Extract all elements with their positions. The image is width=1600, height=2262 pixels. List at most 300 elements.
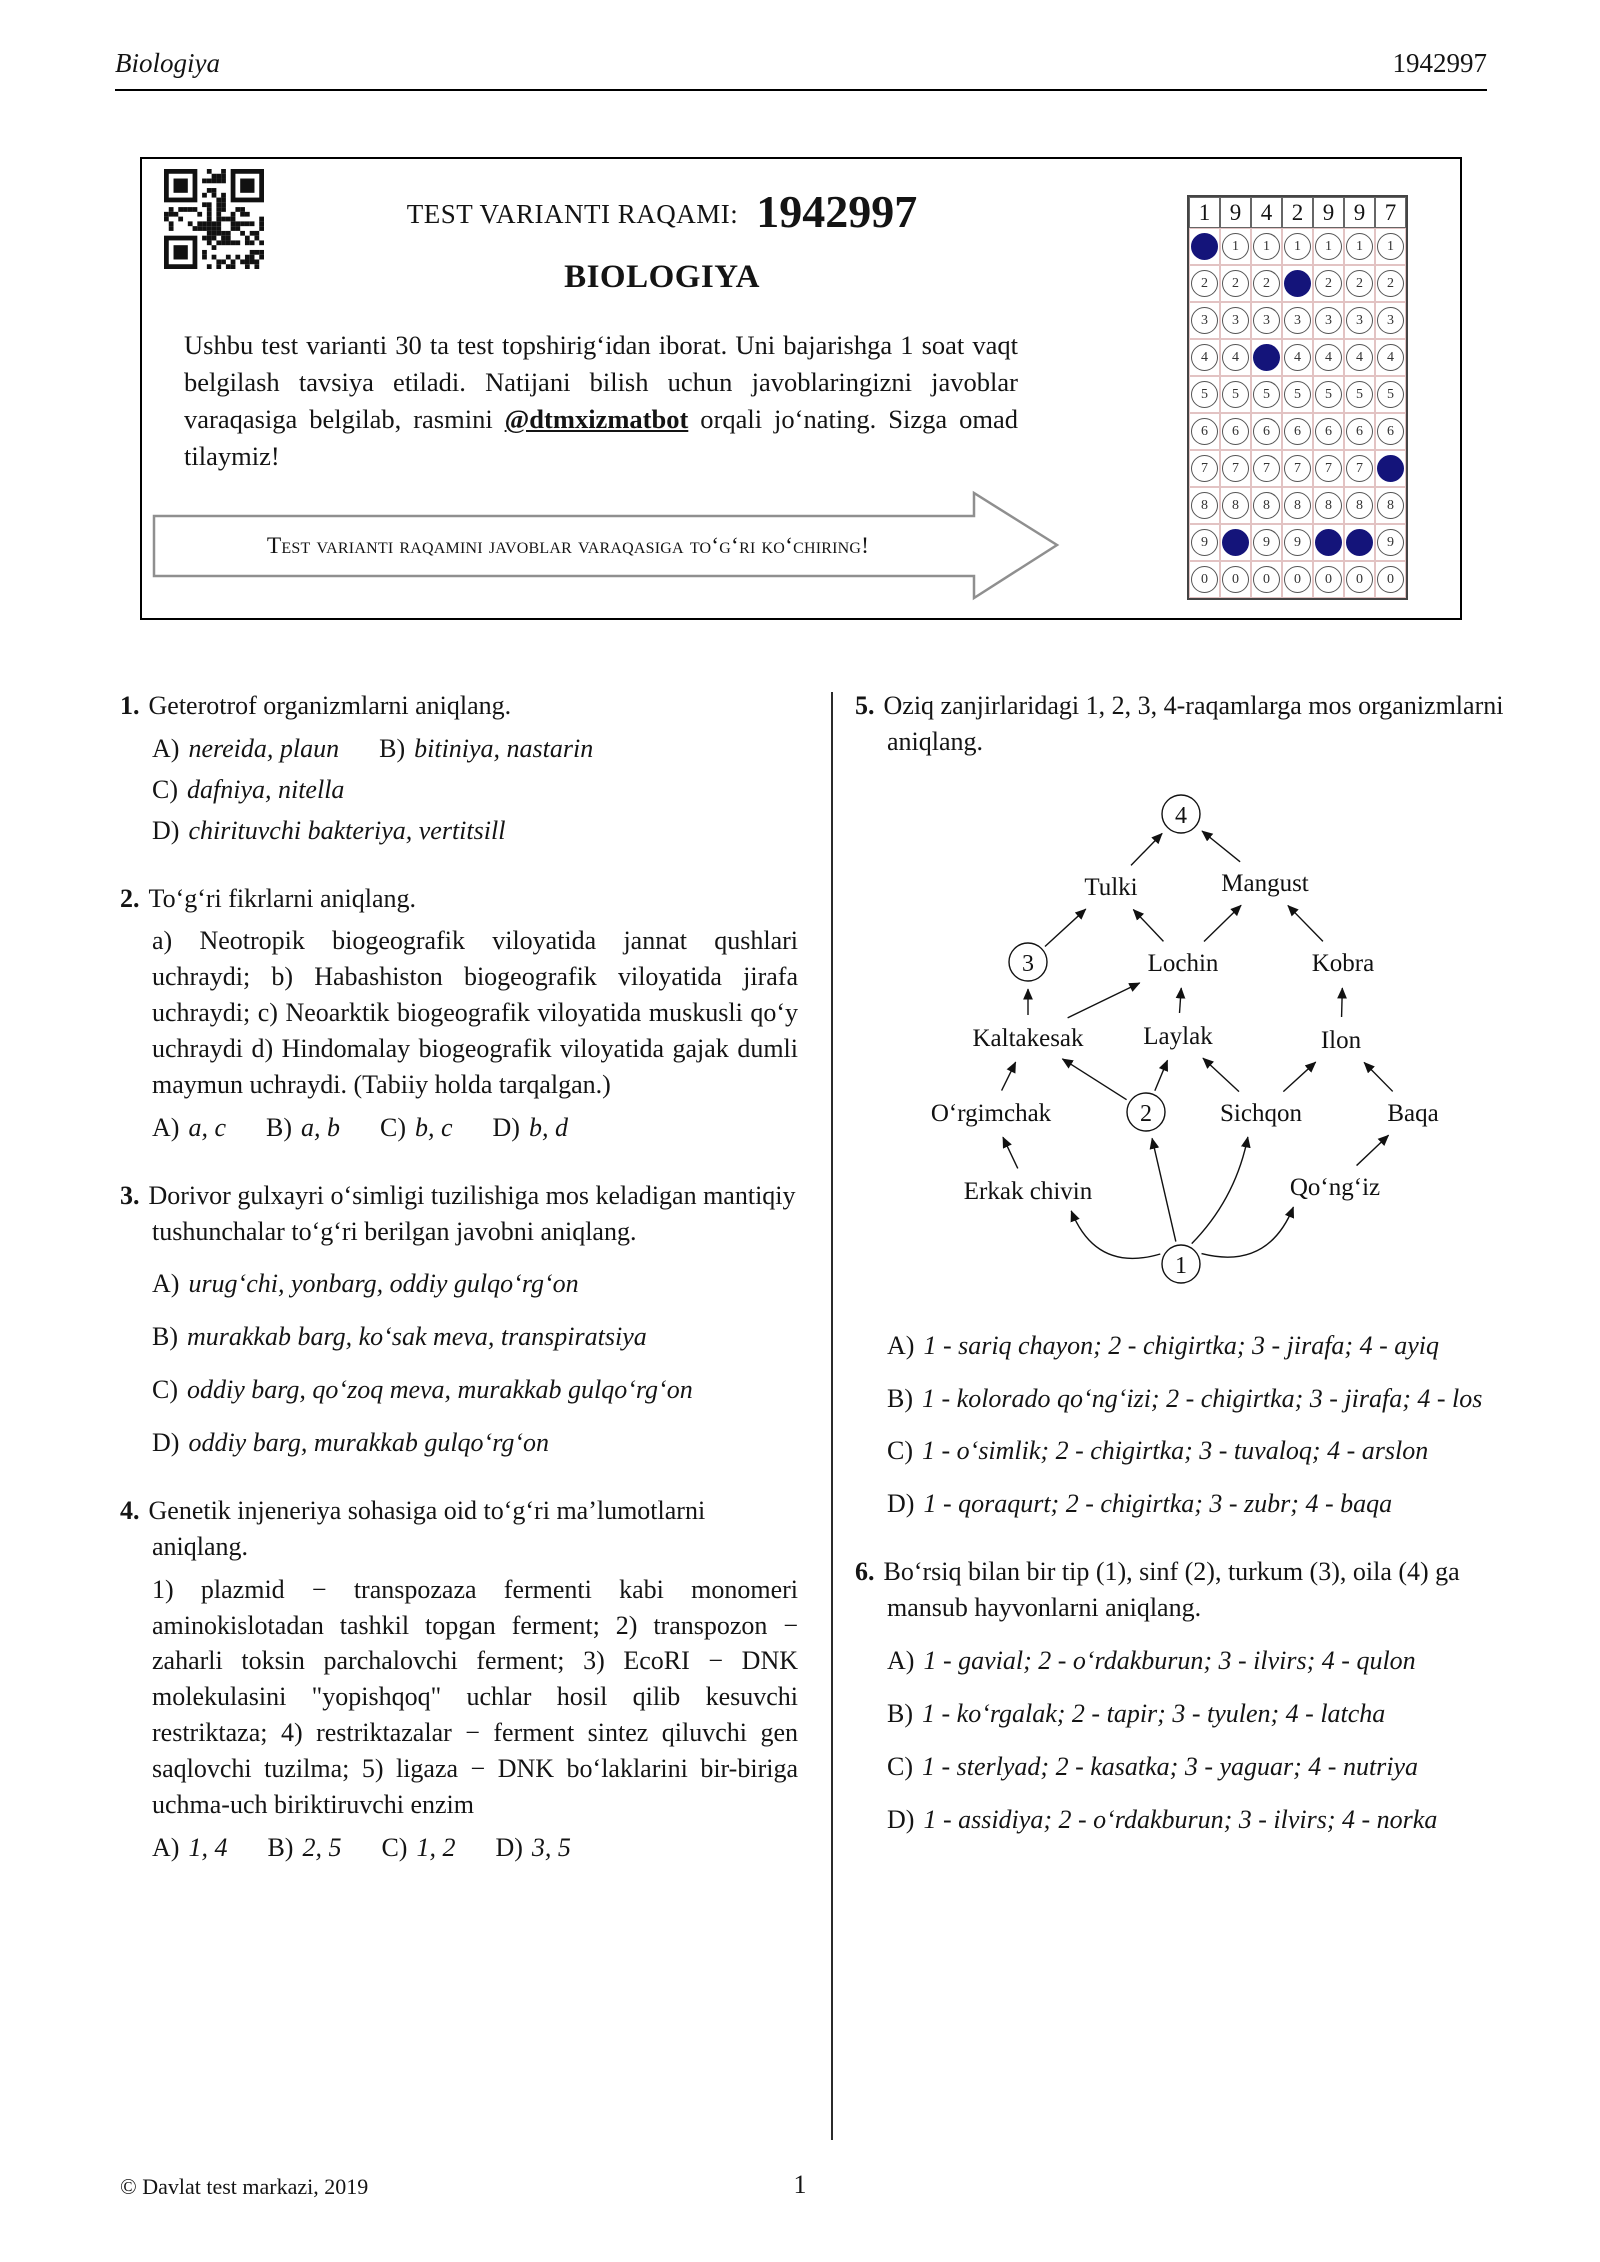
bubble-cell [1189,561,1220,598]
bubble-cell [1313,376,1344,413]
diagram-edge-sichqon-laylak [1203,1058,1239,1091]
bubble: 3 [1253,307,1280,334]
svg-text:4: 4 [1175,802,1187,829]
question-body: 1) plazmid − transpozaza fermenti kabi monomeri aminokislotadan tashkil topgan ferment; 2) transpozon − zaharli toksin parchalovchi ferment; 3) EcoRI − DNK molekulasini "yopishqoq" uchlar hosil qilib kesuvchi restriktaza; 4) restriktazalar − ferment sintez qiluvchi gen saqlovchi tuzilma; 5) ligaza − DNK boʻlaklarini bir-biriga uchma-uch biriktiruvchi enzim [152,1574,798,1819]
banner-text: Test varianti raqamini javoblar varaqasiga toʻgʻri koʻchiring! [266,532,870,559]
option-text: a, b [300,1112,340,1142]
question-number: 6. [855,1557,875,1587]
option-text: b, d [528,1112,568,1142]
diagram-edge-n3-tulki [1045,909,1086,946]
option-text: oddiy barg, murakkab gulqoʻrgʻon [188,1428,550,1457]
svg-text:Laylak: Laylak [1143,1022,1213,1050]
svg-text:Erkak chivin: Erkak chivin [963,1177,1093,1205]
bubble: 2 [1346,270,1373,297]
option-C [381,1830,455,1866]
question-number: 3. [120,1180,140,1210]
option-D [887,1802,1507,1838]
qr-code [164,169,264,269]
bubble-cell [1313,524,1344,561]
bubble-cell [1282,265,1313,302]
bubble-cell [1220,228,1251,265]
question-4 [120,1493,798,1866]
bubble-cell [1251,561,1282,598]
bubble-cell [1375,228,1406,265]
diagram-node-laylak [1136,1021,1220,1050]
bubble: 2 [1222,270,1249,297]
bubble-cell [1313,265,1344,302]
option-text: 1 - kolorado qoʻngʻizi; 2 - chigirtka; 3 - jirafa; 4 - los [922,1383,1483,1413]
bubble: 6 [1284,418,1311,445]
svg-text:Lochin: Lochin [1147,949,1219,977]
option-label: B) [267,1832,294,1862]
bubble-cell [1375,339,1406,376]
bubble: 8 [1253,492,1280,519]
intro-before: Ushbu test varianti 30 ta test topshirigʻidan iborat. Uni bajarishga 1 soat vaqt belgilash tavsiya etiladi. Natijani bilish uchun javoblaringizni javoblar varaqasiga belgilab, rasmini [184,330,1018,435]
diagram-node-chivin [949,1176,1108,1205]
bubble-cell [1313,339,1344,376]
diagram-node-mangust [1217,868,1314,897]
option-text: 1 - oʻsimlik; 2 - chigirtka; 3 - tuvaloq; 4 - arslon [922,1436,1429,1466]
bubble-cell [1344,487,1375,524]
bubble-cell [1189,265,1220,302]
bubble: 3 [1191,307,1218,334]
question-number: 5. [855,691,875,720]
bubble: 8 [1284,492,1311,519]
bubble: 3 [1315,307,1342,334]
option-C [380,1110,453,1146]
bubble-cell [1282,376,1313,413]
bubble: 9 [1377,529,1404,556]
bubble-cell [1344,228,1375,265]
diagram-edge-chivin-orgimchak [1003,1137,1018,1168]
option-row [887,1749,1507,1785]
diagram-edge-n2-kaltakesak [1062,1059,1126,1100]
question-number: 2. [120,883,140,913]
bubble-cell [1189,524,1220,561]
bubble-cell [1251,413,1282,450]
bubble-cell [1189,339,1220,376]
option-row [152,1425,798,1461]
intro-after: orqali joʻnating. Sizga omad tilaymiz! [184,404,1018,472]
svg-text:1: 1 [1175,1252,1187,1279]
option-text: nereida, plaun [188,733,340,763]
bubble: 4 [1377,344,1404,371]
diagram-edge-qongiz-baqa [1357,1135,1389,1165]
bubble: 7 [1222,455,1249,482]
diagram-node-n4 [1162,795,1200,833]
option-label: B) [887,1383,913,1413]
bubble-cell [1189,450,1220,487]
bubble-cell [1375,487,1406,524]
bubble: 7 [1253,455,1280,482]
variant-label: TEST VARIANTI RAQAMI: [406,199,739,229]
option-label: D) [887,1804,915,1834]
bubble-cell [1220,376,1251,413]
bubble: 7 [1346,455,1373,482]
bubble-grid-header-cell: 9 [1313,197,1344,228]
bubble: 8 [1346,492,1373,519]
page-number: 1 [793,2170,807,2199]
bubble-grid-header-cell: 9 [1220,197,1251,228]
bubble: 0 [1222,566,1249,593]
option-text: 1 - assidiya; 2 - oʻrdakburun; 3 - ilvirs; 4 - norka [923,1804,1438,1834]
option-C [887,1749,1507,1785]
question-6 [855,1554,1507,1837]
question-text: 2. Toʻgʻri fikrlarni aniqlang. [120,883,416,913]
bubble: 4 [1191,344,1218,371]
svg-text:Kaltakesak: Kaltakesak [972,1024,1084,1052]
bubble: 5 [1222,381,1249,408]
option-label: D) [152,1428,180,1457]
option-label: A) [887,1330,915,1360]
option-row [887,1802,1507,1838]
question-1 [120,688,798,849]
option-D [887,1486,1507,1522]
option-D [152,1425,798,1461]
option-D [152,813,798,849]
diagram-node-tulki [1075,872,1147,901]
header-subject: Biologiya [115,48,220,78]
option-label: B) [887,1698,913,1728]
bubble: 8 [1222,492,1249,519]
variant-number: 1942997 [756,186,918,237]
bubble: 1 [1346,233,1373,260]
diagram-node-lochin [1141,948,1225,977]
bubble: 6 [1191,418,1218,445]
option-label: D) [887,1489,915,1519]
question-number: 4. [120,1495,140,1525]
bubble-cell [1344,561,1375,598]
option-text: oddiy barg, qoʻzoq meva, murakkab gulqoʻrgʻon [187,1375,693,1405]
bubble-cell [1375,265,1406,302]
svg-text:3: 3 [1022,950,1034,977]
diagram-edge-kaltakesak-lochin [1068,983,1140,1018]
option-text: dafniya, nitella [187,774,345,804]
bubble-cell [1282,561,1313,598]
bubble-cell [1375,561,1406,598]
option-text: 1, 2 [416,1832,456,1862]
diagram-edge-n1-n2 [1152,1138,1176,1241]
option-label: D) [152,815,180,845]
bubble-cell [1220,413,1251,450]
bubble: 0 [1315,566,1342,593]
bubble: 6 [1346,418,1373,445]
option-text: murakkab barg, koʻsak meva, transpiratsiya [187,1322,647,1352]
question-5 [855,688,1507,1522]
page-header [115,48,1487,91]
option-B [887,1696,1507,1732]
question-body: a) Neotropik biogeografik viloyatida jannat qushlari uchraydi; b) Habashiston biogeografik viloyatida jirafa uchraydi; c) Neoarktik biogeografik viloyatida muskusli qoʻy uchraydi d) Hindomalay biogeografik viloyatida gajak dumli maymun uchraydi. (Tabiiy holda tarqalgan.) [152,926,798,1099]
diagram-node-n2 [1127,1093,1165,1131]
bubble-cell [1375,450,1406,487]
bubble-cell [1344,339,1375,376]
bubble-cell [1251,302,1282,339]
bubble-cell [1282,302,1313,339]
option-B [887,1381,1507,1417]
option-text: a, c [188,1112,226,1142]
bubble: 0 [1377,566,1404,593]
svg-text:Baqa: Baqa [1387,1099,1439,1127]
bubble-cell [1375,302,1406,339]
bubble-cell [1220,450,1251,487]
option-text: 1 - koʻrgalak; 2 - tapir; 3 - tyulen; 4 - latcha [922,1698,1386,1728]
diagram-node-kobra [1307,948,1379,977]
svg-text:Mangust: Mangust [1221,869,1309,897]
bubble-cell [1220,302,1251,339]
diagram-node-n3 [1009,943,1047,981]
bubble: 9 [1284,529,1311,556]
svg-text:Qoʻngʻiz: Qoʻngʻiz [1289,1173,1381,1201]
option-label: C) [887,1751,913,1781]
bubble: 1 [1222,233,1249,260]
question-3 [120,1178,798,1461]
diagram-edge-lochin-tulki [1133,909,1163,941]
bubble: 4 [1315,344,1342,371]
bubble: 8 [1191,492,1218,519]
bubble: 0 [1191,566,1218,593]
bubble: 0 [1284,566,1311,593]
bubble-cell [1189,302,1220,339]
bubble: 5 [1191,381,1218,408]
bubble: 7 [1284,455,1311,482]
option-row [152,813,798,849]
diagram-edge-laylak-lochin [1180,988,1182,1013]
bubble-cell [1282,487,1313,524]
bubble-cell [1220,339,1251,376]
bubble: 7 [1315,455,1342,482]
bubble: 8 [1315,492,1342,519]
option-row [887,1328,1507,1364]
bubble-cell [1375,524,1406,561]
bubble-cell [1313,228,1344,265]
option-A [887,1328,1507,1364]
bubble-cell [1344,302,1375,339]
bubble-cell [1282,228,1313,265]
bubble: 9 [1253,529,1280,556]
option-row [152,731,798,767]
bubble-grid-header-cell: 1 [1189,197,1220,228]
option-text: 1, 4 [188,1832,228,1862]
diagram-edge-baqa-ilon [1364,1062,1393,1091]
bubble-cell [1220,524,1251,561]
bubble: 6 [1253,418,1280,445]
diagram-edge-tulki-n4 [1131,833,1162,865]
option-text: chirituvchi bakteriya, vertitsill [188,815,506,845]
option-label: D) [495,1832,523,1862]
bubble-cell [1251,524,1282,561]
option-label: C) [887,1436,913,1466]
bubble: 1 [1377,233,1404,260]
option-text: b, c [414,1112,453,1142]
header-variant-number: 1942997 [1392,48,1487,78]
svg-text:Sichqon: Sichqon [1220,1099,1302,1127]
diagram-node-qongiz [1280,1172,1389,1201]
bubble-cell [1251,339,1282,376]
option-B [266,1110,340,1146]
bubble: 9 [1191,529,1218,556]
option-label: B) [379,733,406,763]
option-row [887,1643,1507,1679]
question-text: 5. Oziq zanjirlaridagi 1, 2, 3, 4-raqamlarga mos organizmlarni aniqlang. [855,691,1504,756]
option-row [152,1266,798,1302]
option-A [152,1830,227,1866]
option-B [379,731,593,767]
option-C [152,772,798,808]
bubble-grid-header-cell: 9 [1344,197,1375,228]
option-row [152,1372,798,1408]
bubble-cell [1282,413,1313,450]
bubble: 1 [1253,233,1280,260]
option-label: A) [152,1112,180,1142]
option-C [887,1433,1507,1469]
option-text: 1 - sterlyad; 2 - kasatka; 3 - yaguar; 4 - nutriya [922,1751,1419,1781]
diagram-edge-mangust-n4 [1202,831,1240,862]
bubble-cell [1313,302,1344,339]
bubble-cell [1344,413,1375,450]
answer-bubble-grid [1187,195,1408,600]
question-number: 1. [120,691,140,720]
bubble: 0 [1346,566,1373,593]
bubble: 6 [1222,418,1249,445]
bubble-filled [1346,529,1373,556]
diagram-node-orgimchak [924,1098,1058,1127]
option-row [152,1830,798,1866]
option-row [152,1319,798,1355]
bubble-cell [1220,487,1251,524]
diagram-edge-orgimchak-kaltakesak [1002,1062,1016,1090]
option-D [495,1830,570,1866]
svg-text:Oʻrgimchak: Oʻrgimchak [930,1099,1052,1127]
bubble-cell [1251,376,1282,413]
bubble: 2 [1315,270,1342,297]
option-label: D) [492,1112,520,1142]
bubble-cell [1251,450,1282,487]
option-text: 1 - qoraqurt; 2 - chigirtka; 3 - zubr; 4 - baqa [923,1489,1393,1519]
bubble: 6 [1315,418,1342,445]
option-A [152,1266,798,1302]
food-chain-diagram [873,772,1507,1310]
option-row [887,1696,1507,1732]
bubble-cell [1251,487,1282,524]
bubble: 3 [1222,307,1249,334]
bubble-cell [1282,339,1313,376]
diagram-edge-n1-chivin [1071,1211,1160,1259]
option-row [887,1486,1507,1522]
column-divider [831,692,833,2140]
bubble-cell [1313,487,1344,524]
option-label: A) [152,1832,180,1862]
bubble-cell [1282,450,1313,487]
bubble: 5 [1346,381,1373,408]
bubble: 3 [1346,307,1373,334]
diagram-edge-n1-sichqon [1192,1137,1248,1244]
bubble-filled [1253,344,1280,371]
bubble: 5 [1284,381,1311,408]
bubble-filled [1191,233,1218,260]
diagram-node-ilon [1311,1025,1371,1054]
subject-title: BIOLOGIYA [564,259,760,295]
option-B [152,1319,798,1355]
option-text: 3, 5 [531,1832,571,1862]
bubble-cell [1189,487,1220,524]
left-column [120,688,798,1898]
option-B [267,1830,341,1866]
bubble: 4 [1284,344,1311,371]
svg-text:Kobra: Kobra [1311,949,1375,977]
diagram-node-n1 [1162,1245,1200,1283]
bubble-cell [1344,376,1375,413]
bubble: 8 [1377,492,1404,519]
option-label: C) [379,1112,406,1142]
option-text: urugʻchi, yonbarg, oddiy gulqoʻrgʻon [188,1269,579,1299]
bubble: 2 [1377,270,1404,297]
option-row [152,1110,798,1146]
bubble-cell [1344,265,1375,302]
bubble-filled [1315,529,1342,556]
option-row [887,1381,1507,1417]
diagram-edge-sichqon-ilon [1283,1062,1315,1092]
bubble-cell [1189,413,1220,450]
diagram-edge-kobra-mangust [1288,905,1323,941]
diagram-node-baqa [1383,1098,1443,1127]
bubble: 4 [1346,344,1373,371]
bubble-grid-header-cell: 7 [1375,197,1406,228]
info-box [140,157,1462,620]
bubble-cell [1189,376,1220,413]
bubble: 4 [1222,344,1249,371]
bubble-filled [1377,455,1404,482]
bubble: 7 [1191,455,1218,482]
option-A [887,1643,1507,1679]
option-label: C) [152,774,178,804]
option-row [887,1433,1507,1469]
variant-line [292,185,1032,238]
option-label: C) [381,1832,408,1862]
diagram-edge-lochin-mangust [1204,905,1241,941]
svg-text:Ilon: Ilon [1320,1026,1362,1054]
option-label: A) [887,1645,915,1675]
bubble-grid-header-cell: 4 [1251,197,1282,228]
bubble: 3 [1377,307,1404,334]
right-column [855,688,1507,1869]
bubble: 3 [1284,307,1311,334]
diagram-edge-ilon-kobra [1342,988,1343,1017]
bubble-cell [1313,561,1344,598]
bubble: 2 [1253,270,1280,297]
bubble-grid-header-cell: 2 [1282,197,1313,228]
bubble-cell [1189,228,1220,265]
option-text: 2, 5 [302,1832,342,1862]
option-D [493,1110,568,1146]
bubble: 5 [1253,381,1280,408]
instruction-banner [152,485,1062,607]
question-2 [120,881,798,1146]
bubble: 2 [1191,270,1218,297]
option-label: C) [152,1375,178,1405]
bubble-cell [1251,228,1282,265]
svg-text:2: 2 [1140,1100,1152,1127]
bubble-cell [1344,524,1375,561]
bubble-cell [1282,524,1313,561]
bubble: 0 [1253,566,1280,593]
option-label: B) [265,1112,292,1142]
bubble-cell [1313,450,1344,487]
bubble-cell [1313,413,1344,450]
diagram-node-kaltakesak [961,1023,1095,1052]
bubble-filled [1284,270,1311,297]
option-A [152,731,339,767]
bubble-cell [1251,265,1282,302]
